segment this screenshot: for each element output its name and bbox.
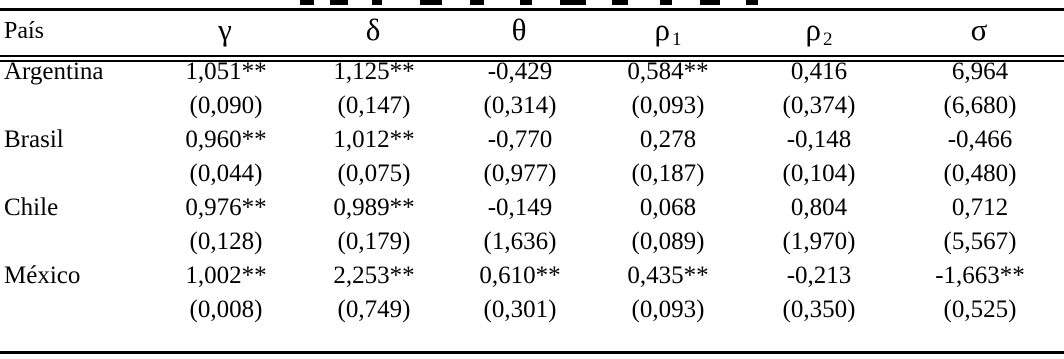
std-error-cell: (0,525) bbox=[943, 296, 1017, 323]
std-error-cell: (0,093) bbox=[631, 296, 705, 323]
std-error-cell: (0,301) bbox=[483, 296, 557, 323]
estimate-cell: 0,712 bbox=[951, 194, 1009, 221]
std-error-cell: (0,147) bbox=[337, 92, 411, 119]
estimate-cell: 0,068 bbox=[639, 194, 697, 221]
country-blank bbox=[0, 225, 150, 259]
estimate-cell: 0,416 bbox=[790, 58, 848, 85]
std-error-cell: (1,636) bbox=[483, 228, 557, 255]
country-name: México bbox=[4, 262, 81, 289]
estimate-row-chile bbox=[0, 191, 1064, 225]
estimate-cell: 0,610** bbox=[479, 262, 561, 289]
estimate-row-mexico bbox=[0, 259, 1064, 293]
estimate-cell: -1,663** bbox=[935, 262, 1025, 289]
bottom-rule bbox=[0, 351, 1064, 354]
estimate-cell: 1,125** bbox=[333, 58, 415, 85]
std-error-row-argentina bbox=[0, 89, 1064, 123]
std-error-cell: (0,187) bbox=[631, 160, 705, 187]
estimate-cell: 6,964 bbox=[951, 58, 1009, 85]
estimate-cell: 0,584** bbox=[627, 58, 709, 85]
country-blank bbox=[0, 89, 150, 123]
estimate-cell: 1,051** bbox=[185, 58, 267, 85]
std-error-row-brasil bbox=[0, 157, 1064, 191]
estimate-row-argentina bbox=[0, 55, 1064, 89]
country-name: Brasil bbox=[4, 126, 64, 153]
estimate-cell: -0,149 bbox=[487, 194, 553, 221]
estimate-cell: -0,466 bbox=[947, 126, 1013, 153]
std-error-cell: (0,350) bbox=[782, 296, 856, 323]
std-error-cell: (0,374) bbox=[782, 92, 856, 119]
std-error-cell: (0,044) bbox=[189, 160, 263, 187]
estimate-cell: -0,148 bbox=[786, 126, 852, 153]
std-error-cell: (1,970) bbox=[782, 228, 856, 255]
param-header-delta: δ bbox=[365, 12, 381, 47]
estimate-cell: -0,213 bbox=[786, 262, 852, 289]
param-header-rho2: ρ $_2$ bbox=[805, 12, 833, 50]
regression-estimates-table bbox=[0, 8, 1064, 327]
std-error-cell: (5,567) bbox=[943, 228, 1017, 255]
country-name: Argentina bbox=[4, 58, 104, 85]
estimate-cell: 0,278 bbox=[639, 126, 697, 153]
country-blank bbox=[0, 157, 150, 191]
estimate-cell: 0,976** bbox=[185, 194, 267, 221]
estimate-cell: 2,253** bbox=[333, 262, 415, 289]
estimate-cell: 0,804 bbox=[790, 194, 848, 221]
estimate-cell: 0,989** bbox=[333, 194, 415, 221]
header-row bbox=[0, 8, 1064, 55]
clipped-caption-fragment bbox=[0, 0, 1064, 6]
country-name: Chile bbox=[4, 194, 59, 221]
std-error-row-mexico bbox=[0, 293, 1064, 327]
country-blank bbox=[0, 293, 150, 327]
estimate-cell: 0,960** bbox=[185, 126, 267, 153]
param-header-rho1: ρ $_1$ bbox=[654, 12, 682, 50]
country-column-header: País bbox=[4, 18, 45, 44]
std-error-cell: (0,128) bbox=[189, 228, 263, 255]
std-error-cell: (0,089) bbox=[631, 228, 705, 255]
caption-fragment-glyphs bbox=[0, 0, 1064, 5]
param-header-theta: θ bbox=[511, 12, 527, 47]
std-error-row-chile bbox=[0, 225, 1064, 259]
std-error-cell: (0,090) bbox=[189, 92, 263, 119]
estimate-cell: 1,002** bbox=[185, 262, 267, 289]
estimate-cell: -0,429 bbox=[487, 58, 553, 85]
std-error-cell: (0,104) bbox=[782, 160, 856, 187]
estimate-cell: 0,435** bbox=[627, 262, 709, 289]
std-error-cell: (0,075) bbox=[337, 160, 411, 187]
std-error-cell: (0,977) bbox=[483, 160, 557, 187]
std-error-cell: (0,480) bbox=[943, 160, 1017, 187]
param-header-gamma: γ bbox=[218, 12, 232, 47]
estimate-row-brasil bbox=[0, 123, 1064, 157]
std-error-cell: (0,093) bbox=[631, 92, 705, 119]
std-error-cell: (0,008) bbox=[189, 296, 263, 323]
estimate-cell: -0,770 bbox=[487, 126, 553, 153]
estimate-cell: 1,012** bbox=[333, 126, 415, 153]
param-header-sigma: σ bbox=[970, 12, 988, 47]
std-error-cell: (0,749) bbox=[337, 296, 411, 323]
std-error-cell: (0,179) bbox=[337, 228, 411, 255]
std-error-cell: (6,680) bbox=[943, 92, 1017, 119]
std-error-cell: (0,314) bbox=[483, 92, 557, 119]
